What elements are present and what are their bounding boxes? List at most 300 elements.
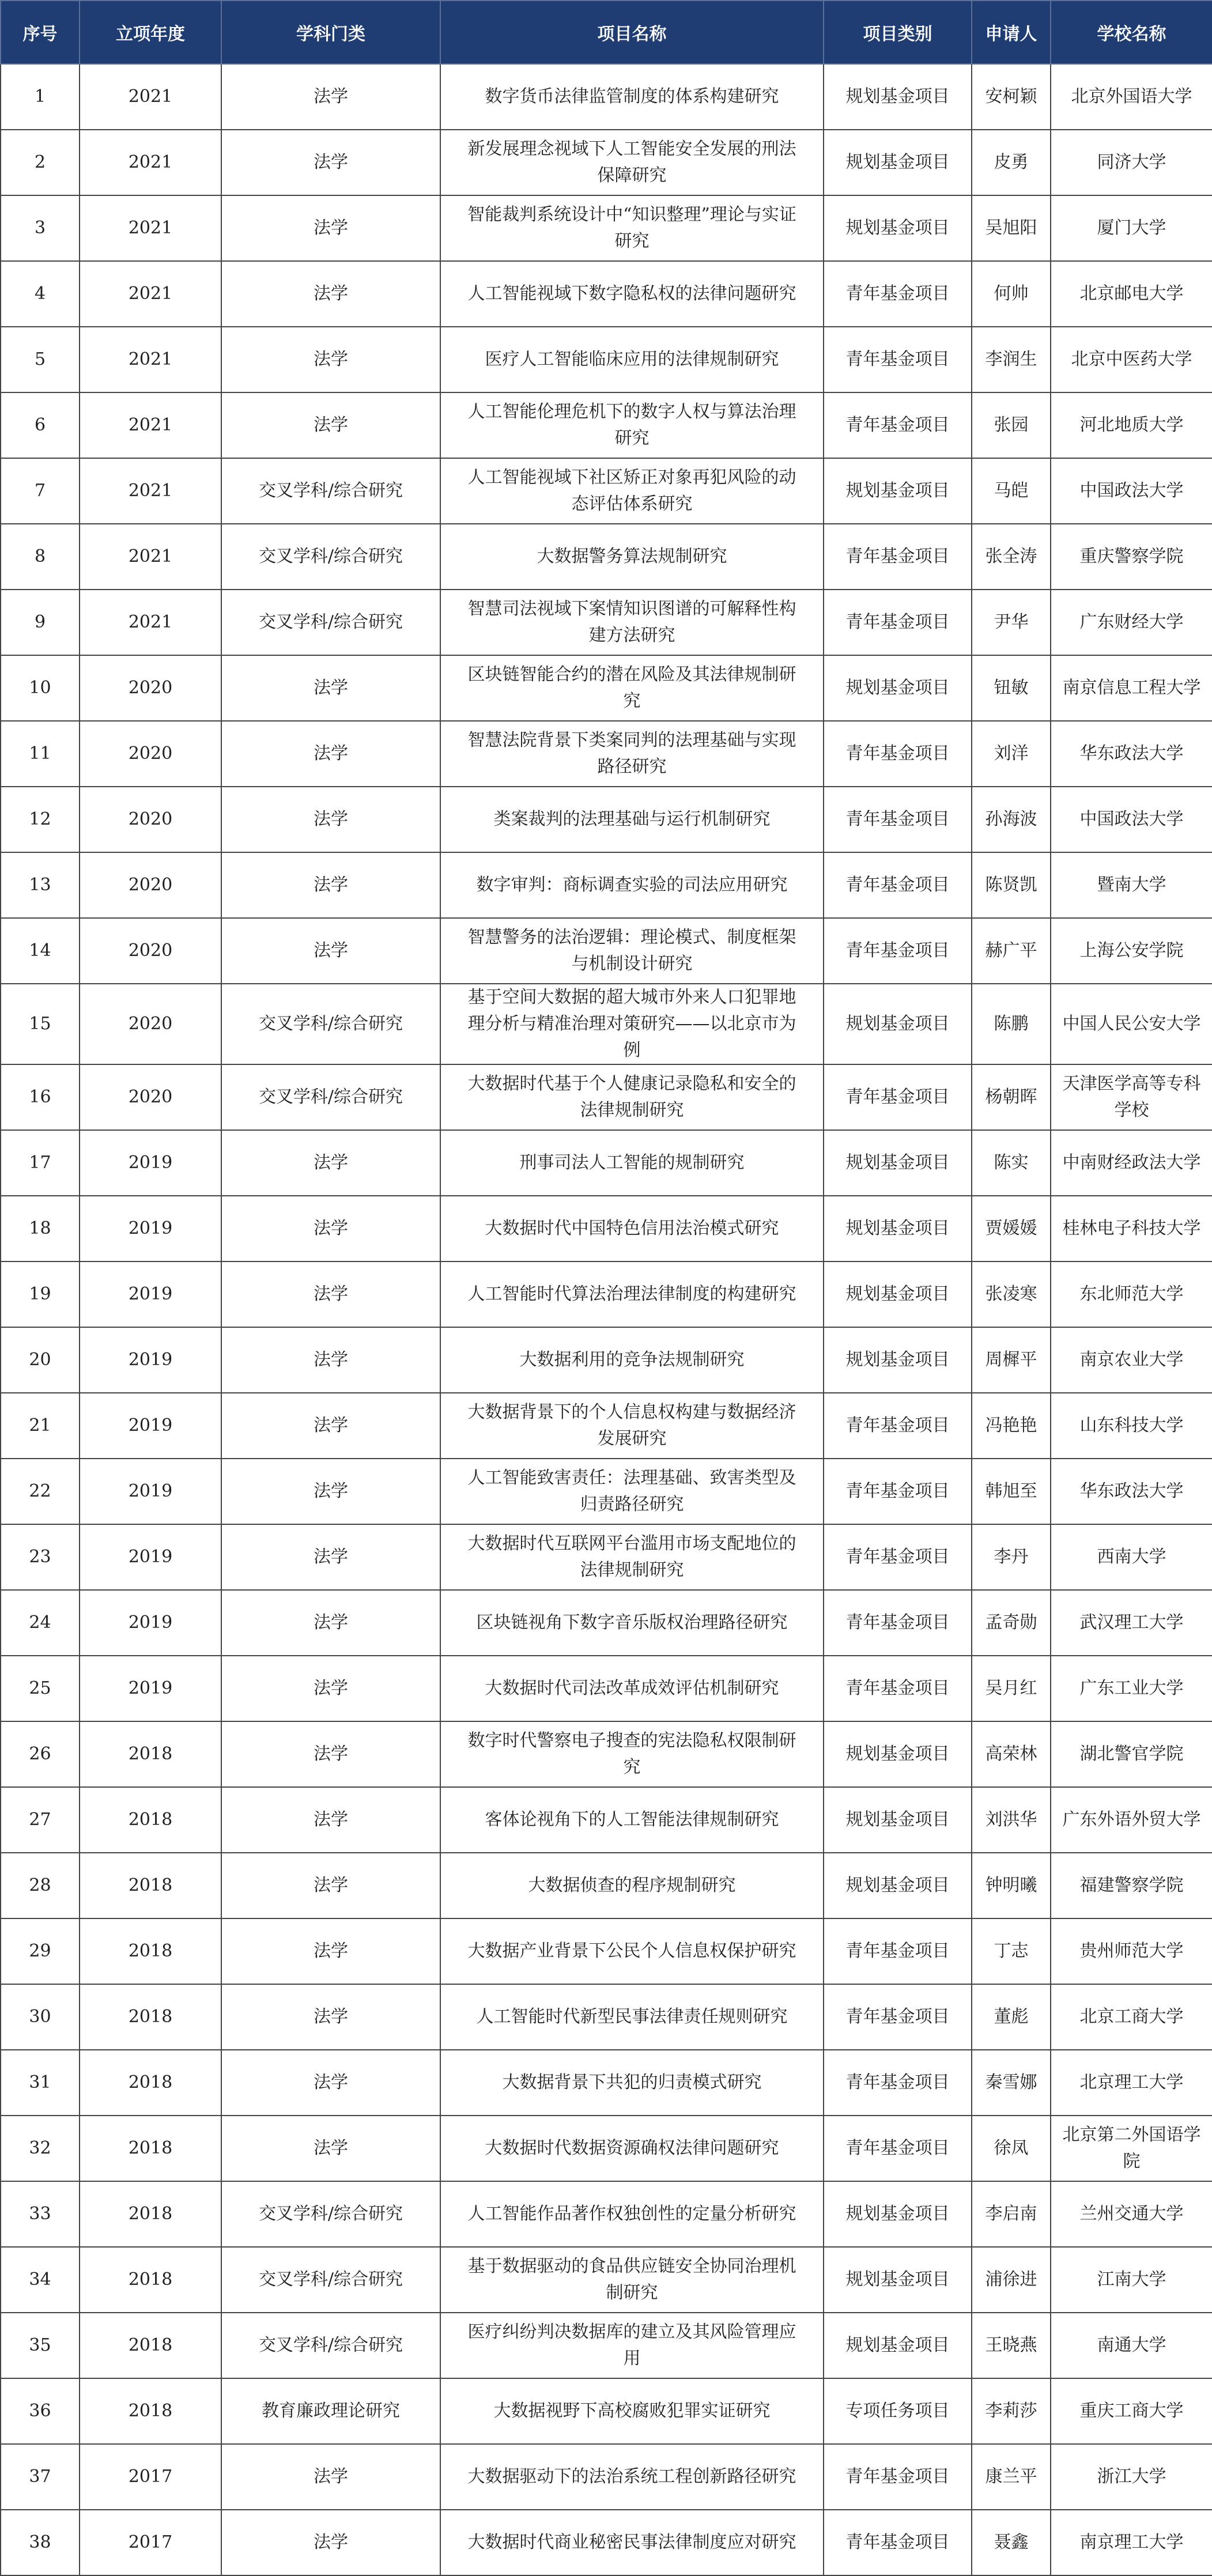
cell-year: 2019 bbox=[80, 1590, 221, 1656]
cell-applicant: 吴月红 bbox=[972, 1656, 1051, 1721]
cell-applicant: 杨朝晖 bbox=[972, 1064, 1051, 1130]
table-row bbox=[1, 2181, 1212, 2247]
cell-category: 规划基金项目 bbox=[824, 1327, 972, 1393]
cell-index: 5 bbox=[1, 327, 80, 392]
cell-index: 16 bbox=[1, 1064, 80, 1130]
cell-category: 规划基金项目 bbox=[824, 1130, 972, 1196]
cell-project-name: 人工智能伦理危机下的数字人权与算法治理研究 bbox=[440, 392, 824, 458]
cell-applicant: 刘洪华 bbox=[972, 1787, 1051, 1853]
cell-project-name: 数字审判：商标调查实验的司法应用研究 bbox=[440, 852, 824, 918]
cell-year: 2021 bbox=[80, 195, 221, 261]
cell-discipline: 法学 bbox=[221, 2444, 440, 2510]
cell-project-name: 大数据驱动下的法治系统工程创新路径研究 bbox=[440, 2444, 824, 2510]
cell-applicant: 何帅 bbox=[972, 261, 1051, 327]
cell-discipline: 法学 bbox=[221, 1196, 440, 1261]
cell-category: 规划基金项目 bbox=[824, 195, 972, 261]
cell-category: 专项任务项目 bbox=[824, 2378, 972, 2444]
cell-discipline: 交叉学科/综合研究 bbox=[221, 2247, 440, 2313]
cell-project-name: 刑事司法人工智能的规制研究 bbox=[440, 1130, 824, 1196]
cell-index: 29 bbox=[1, 1918, 80, 1984]
table-row bbox=[1, 2247, 1212, 2313]
cell-index: 38 bbox=[1, 2510, 80, 2575]
cell-category: 青年基金项目 bbox=[824, 787, 972, 852]
table-row bbox=[1, 787, 1212, 852]
cell-project-name: 大数据侦查的程序规制研究 bbox=[440, 1853, 824, 1918]
cell-discipline: 法学 bbox=[221, 1130, 440, 1196]
cell-index: 3 bbox=[1, 195, 80, 261]
table-row bbox=[1, 524, 1212, 590]
cell-category: 青年基金项目 bbox=[824, 1984, 972, 2050]
cell-index: 1 bbox=[1, 64, 80, 130]
cell-discipline: 交叉学科/综合研究 bbox=[221, 2313, 440, 2378]
cell-index: 23 bbox=[1, 1524, 80, 1590]
cell-category: 青年基金项目 bbox=[824, 327, 972, 392]
cell-project-name: 客体论视角下的人工智能法律规制研究 bbox=[440, 1787, 824, 1853]
cell-year: 2020 bbox=[80, 721, 221, 787]
cell-index: 4 bbox=[1, 261, 80, 327]
cell-discipline: 法学 bbox=[221, 852, 440, 918]
cell-index: 12 bbox=[1, 787, 80, 852]
cell-year: 2020 bbox=[80, 655, 221, 721]
cell-applicant: 皮勇 bbox=[972, 130, 1051, 195]
cell-category: 青年基金项目 bbox=[824, 852, 972, 918]
cell-index: 13 bbox=[1, 852, 80, 918]
cell-applicant: 孟奇勋 bbox=[972, 1590, 1051, 1656]
cell-category: 规划基金项目 bbox=[824, 1261, 972, 1327]
cell-project-name: 基于空间大数据的超大城市外来人口犯罪地理分析与精准治理对策研究——以北京市为例 bbox=[440, 984, 824, 1064]
table-row bbox=[1, 1327, 1212, 1393]
cell-discipline: 交叉学科/综合研究 bbox=[221, 458, 440, 524]
cell-category: 规划基金项目 bbox=[824, 64, 972, 130]
table-row bbox=[1, 1130, 1212, 1196]
cell-school: 天津医学高等专科学校 bbox=[1051, 1064, 1212, 1130]
cell-year: 2018 bbox=[80, 1984, 221, 2050]
cell-project-name: 大数据时代中国特色信用法治模式研究 bbox=[440, 1196, 824, 1261]
cell-school: 浙江大学 bbox=[1051, 2444, 1212, 2510]
cell-applicant: 赫广平 bbox=[972, 918, 1051, 984]
cell-discipline: 法学 bbox=[221, 130, 440, 195]
cell-index: 10 bbox=[1, 655, 80, 721]
cell-year: 2018 bbox=[80, 2181, 221, 2247]
cell-school: 北京中医药大学 bbox=[1051, 327, 1212, 392]
cell-index: 21 bbox=[1, 1393, 80, 1459]
cell-school: 北京工商大学 bbox=[1051, 1984, 1212, 2050]
table-row bbox=[1, 590, 1212, 655]
cell-school: 湖北警官学院 bbox=[1051, 1721, 1212, 1787]
cell-school: 中国人民公安大学 bbox=[1051, 984, 1212, 1064]
cell-school: 河北地质大学 bbox=[1051, 392, 1212, 458]
cell-discipline: 法学 bbox=[221, 1590, 440, 1656]
cell-index: 24 bbox=[1, 1590, 80, 1656]
header-category: 项目类别 bbox=[824, 1, 972, 64]
cell-category: 青年基金项目 bbox=[824, 1524, 972, 1590]
cell-school: 中国政法大学 bbox=[1051, 458, 1212, 524]
cell-applicant: 李丹 bbox=[972, 1524, 1051, 1590]
cell-category: 规划基金项目 bbox=[824, 130, 972, 195]
cell-school: 重庆警察学院 bbox=[1051, 524, 1212, 590]
table-row bbox=[1, 984, 1212, 1064]
cell-applicant: 尹华 bbox=[972, 590, 1051, 655]
cell-project-name: 区块链视角下数字音乐版权治理路径研究 bbox=[440, 1590, 824, 1656]
cell-index: 30 bbox=[1, 1984, 80, 2050]
cell-project-name: 人工智能时代算法治理法律制度的构建研究 bbox=[440, 1261, 824, 1327]
cell-discipline: 法学 bbox=[221, 195, 440, 261]
cell-applicant: 康兰平 bbox=[972, 2444, 1051, 2510]
cell-index: 14 bbox=[1, 918, 80, 984]
cell-school: 南京信息工程大学 bbox=[1051, 655, 1212, 721]
cell-applicant: 安柯颖 bbox=[972, 64, 1051, 130]
cell-year: 2020 bbox=[80, 787, 221, 852]
cell-year: 2019 bbox=[80, 1656, 221, 1721]
cell-discipline: 法学 bbox=[221, 918, 440, 984]
cell-discipline: 法学 bbox=[221, 1459, 440, 1524]
cell-applicant: 冯艳艳 bbox=[972, 1393, 1051, 1459]
cell-year: 2021 bbox=[80, 524, 221, 590]
cell-index: 33 bbox=[1, 2181, 80, 2247]
cell-project-name: 大数据时代数据资源确权法律问题研究 bbox=[440, 2116, 824, 2181]
cell-discipline: 法学 bbox=[221, 1918, 440, 1984]
cell-project-name: 智慧法院背景下类案同判的法理基础与实现路径研究 bbox=[440, 721, 824, 787]
table-row bbox=[1, 261, 1212, 327]
cell-school: 南京农业大学 bbox=[1051, 1327, 1212, 1393]
cell-applicant: 陈贤凯 bbox=[972, 852, 1051, 918]
cell-category: 规划基金项目 bbox=[824, 1721, 972, 1787]
cell-project-name: 大数据背景下的个人信息权构建与数据经济发展研究 bbox=[440, 1393, 824, 1459]
cell-index: 19 bbox=[1, 1261, 80, 1327]
cell-project-name: 智能裁判系统设计中“知识整理”理论与实证研究 bbox=[440, 195, 824, 261]
cell-applicant: 吴旭阳 bbox=[972, 195, 1051, 261]
cell-school: 华东政法大学 bbox=[1051, 1459, 1212, 1524]
cell-index: 8 bbox=[1, 524, 80, 590]
table-row bbox=[1, 1721, 1212, 1787]
cell-applicant: 高荣林 bbox=[972, 1721, 1051, 1787]
cell-year: 2018 bbox=[80, 1853, 221, 1918]
cell-school: 中南财经政法大学 bbox=[1051, 1130, 1212, 1196]
cell-school: 广东外语外贸大学 bbox=[1051, 1787, 1212, 1853]
header-discipline: 学科门类 bbox=[221, 1, 440, 64]
cell-year: 2019 bbox=[80, 1130, 221, 1196]
cell-category: 青年基金项目 bbox=[824, 2050, 972, 2116]
cell-index: 34 bbox=[1, 2247, 80, 2313]
cell-discipline: 教育廉政理论研究 bbox=[221, 2378, 440, 2444]
cell-category: 青年基金项目 bbox=[824, 524, 972, 590]
cell-school: 西南大学 bbox=[1051, 1524, 1212, 1590]
cell-year: 2018 bbox=[80, 2378, 221, 2444]
table-row bbox=[1, 1393, 1212, 1459]
cell-applicant: 丁志 bbox=[972, 1918, 1051, 1984]
cell-applicant: 钟明曦 bbox=[972, 1853, 1051, 1918]
cell-index: 20 bbox=[1, 1327, 80, 1393]
cell-school: 贵州师范大学 bbox=[1051, 1918, 1212, 1984]
cell-category: 青年基金项目 bbox=[824, 918, 972, 984]
cell-index: 2 bbox=[1, 130, 80, 195]
header-school: 学校名称 bbox=[1051, 1, 1212, 64]
cell-discipline: 交叉学科/综合研究 bbox=[221, 590, 440, 655]
table-row bbox=[1, 1524, 1212, 1590]
cell-school: 南京理工大学 bbox=[1051, 2510, 1212, 2575]
cell-category: 青年基金项目 bbox=[824, 1393, 972, 1459]
cell-applicant: 周樨平 bbox=[972, 1327, 1051, 1393]
cell-project-name: 人工智能时代新型民事法律责任规则研究 bbox=[440, 1984, 824, 2050]
cell-discipline: 法学 bbox=[221, 721, 440, 787]
cell-category: 青年基金项目 bbox=[824, 1459, 972, 1524]
cell-discipline: 法学 bbox=[221, 1984, 440, 2050]
cell-year: 2020 bbox=[80, 852, 221, 918]
table-row bbox=[1, 1590, 1212, 1656]
cell-applicant: 李莉莎 bbox=[972, 2378, 1051, 2444]
cell-category: 青年基金项目 bbox=[824, 2116, 972, 2181]
cell-school: 武汉理工大学 bbox=[1051, 1590, 1212, 1656]
cell-discipline: 法学 bbox=[221, 1327, 440, 1393]
cell-school: 福建警察学院 bbox=[1051, 1853, 1212, 1918]
cell-discipline: 法学 bbox=[221, 787, 440, 852]
cell-project-name: 人工智能视域下数字隐私权的法律问题研究 bbox=[440, 261, 824, 327]
table-row bbox=[1, 458, 1212, 524]
table-row bbox=[1, 2378, 1212, 2444]
cell-applicant: 陈实 bbox=[972, 1130, 1051, 1196]
cell-discipline: 交叉学科/综合研究 bbox=[221, 2181, 440, 2247]
cell-discipline: 交叉学科/综合研究 bbox=[221, 984, 440, 1064]
cell-project-name: 人工智能作品著作权独创性的定量分析研究 bbox=[440, 2181, 824, 2247]
header-index: 序号 bbox=[1, 1, 80, 64]
cell-category: 规划基金项目 bbox=[824, 1787, 972, 1853]
cell-index: 9 bbox=[1, 590, 80, 655]
table-row bbox=[1, 392, 1212, 458]
cell-index: 32 bbox=[1, 2116, 80, 2181]
cell-applicant: 韩旭至 bbox=[972, 1459, 1051, 1524]
cell-discipline: 法学 bbox=[221, 64, 440, 130]
cell-index: 36 bbox=[1, 2378, 80, 2444]
table-row bbox=[1, 1261, 1212, 1327]
cell-year: 2018 bbox=[80, 1918, 221, 1984]
cell-category: 规划基金项目 bbox=[824, 1196, 972, 1261]
header-project-name: 项目名称 bbox=[440, 1, 824, 64]
cell-school: 北京邮电大学 bbox=[1051, 261, 1212, 327]
table-row bbox=[1, 130, 1212, 195]
cell-project-name: 大数据视野下高校腐败犯罪实证研究 bbox=[440, 2378, 824, 2444]
cell-category: 青年基金项目 bbox=[824, 1590, 972, 1656]
cell-index: 6 bbox=[1, 392, 80, 458]
cell-school: 东北师范大学 bbox=[1051, 1261, 1212, 1327]
cell-category: 青年基金项目 bbox=[824, 2444, 972, 2510]
table-row bbox=[1, 195, 1212, 261]
table-row bbox=[1, 1459, 1212, 1524]
cell-project-name: 新发展理念视域下人工智能安全发展的刑法保障研究 bbox=[440, 130, 824, 195]
cell-year: 2018 bbox=[80, 1787, 221, 1853]
cell-index: 37 bbox=[1, 2444, 80, 2510]
cell-project-name: 大数据时代互联网平台滥用市场支配地位的法律规制研究 bbox=[440, 1524, 824, 1590]
cell-applicant: 刘洋 bbox=[972, 721, 1051, 787]
cell-school: 重庆工商大学 bbox=[1051, 2378, 1212, 2444]
cell-index: 35 bbox=[1, 2313, 80, 2378]
cell-year: 2019 bbox=[80, 1459, 221, 1524]
table-row bbox=[1, 1787, 1212, 1853]
cell-project-name: 类案裁判的法理基础与运行机制研究 bbox=[440, 787, 824, 852]
cell-index: 15 bbox=[1, 984, 80, 1064]
cell-discipline: 法学 bbox=[221, 2116, 440, 2181]
table-row bbox=[1, 852, 1212, 918]
cell-discipline: 法学 bbox=[221, 261, 440, 327]
table-row bbox=[1, 2116, 1212, 2181]
cell-project-name: 医疗纠纷判决数据库的建立及其风险管理应用 bbox=[440, 2313, 824, 2378]
cell-year: 2021 bbox=[80, 64, 221, 130]
cell-school: 兰州交通大学 bbox=[1051, 2181, 1212, 2247]
cell-school: 山东科技大学 bbox=[1051, 1393, 1212, 1459]
cell-category: 青年基金项目 bbox=[824, 1918, 972, 1984]
cell-applicant: 陈鹏 bbox=[972, 984, 1051, 1064]
cell-year: 2019 bbox=[80, 1196, 221, 1261]
table-row bbox=[1, 918, 1212, 984]
cell-discipline: 法学 bbox=[221, 1524, 440, 1590]
cell-index: 27 bbox=[1, 1787, 80, 1853]
cell-project-name: 大数据时代基于个人健康记录隐私和安全的法律规制研究 bbox=[440, 1064, 824, 1130]
header-year: 立项年度 bbox=[80, 1, 221, 64]
cell-year: 2018 bbox=[80, 2313, 221, 2378]
cell-discipline: 交叉学科/综合研究 bbox=[221, 524, 440, 590]
cell-discipline: 法学 bbox=[221, 655, 440, 721]
table-row bbox=[1, 327, 1212, 392]
cell-year: 2018 bbox=[80, 2247, 221, 2313]
cell-project-name: 大数据时代司法改革成效评估机制研究 bbox=[440, 1656, 824, 1721]
cell-applicant: 李润生 bbox=[972, 327, 1051, 392]
cell-category: 规划基金项目 bbox=[824, 458, 972, 524]
table-row bbox=[1, 1918, 1212, 1984]
cell-applicant: 秦雪娜 bbox=[972, 2050, 1051, 2116]
cell-index: 18 bbox=[1, 1196, 80, 1261]
cell-project-name: 基于数据驱动的食品供应链安全协同治理机制研究 bbox=[440, 2247, 824, 2313]
cell-project-name: 医疗人工智能临床应用的法律规制研究 bbox=[440, 327, 824, 392]
cell-index: 7 bbox=[1, 458, 80, 524]
cell-category: 规划基金项目 bbox=[824, 2313, 972, 2378]
cell-discipline: 法学 bbox=[221, 2050, 440, 2116]
table-row bbox=[1, 721, 1212, 787]
table-row bbox=[1, 1656, 1212, 1721]
cell-year: 2021 bbox=[80, 130, 221, 195]
cell-school: 暨南大学 bbox=[1051, 852, 1212, 918]
cell-category: 青年基金项目 bbox=[824, 392, 972, 458]
cell-category: 青年基金项目 bbox=[824, 1064, 972, 1130]
cell-index: 31 bbox=[1, 2050, 80, 2116]
cell-applicant: 徐凤 bbox=[972, 2116, 1051, 2181]
cell-school: 上海公安学院 bbox=[1051, 918, 1212, 984]
cell-discipline: 法学 bbox=[221, 1853, 440, 1918]
cell-discipline: 法学 bbox=[221, 1261, 440, 1327]
cell-category: 规划基金项目 bbox=[824, 984, 972, 1064]
cell-year: 2018 bbox=[80, 1721, 221, 1787]
cell-year: 2020 bbox=[80, 918, 221, 984]
cell-discipline: 法学 bbox=[221, 1656, 440, 1721]
cell-discipline: 法学 bbox=[221, 1721, 440, 1787]
cell-year: 2019 bbox=[80, 1524, 221, 1590]
cell-project-name: 数字时代警察电子搜查的宪法隐私权限制研究 bbox=[440, 1721, 824, 1787]
cell-school: 北京理工大学 bbox=[1051, 2050, 1212, 2116]
cell-index: 11 bbox=[1, 721, 80, 787]
cell-applicant: 孙海波 bbox=[972, 787, 1051, 852]
table-row bbox=[1, 1064, 1212, 1130]
cell-project-name: 大数据时代商业秘密民事法律制度应对研究 bbox=[440, 2510, 824, 2575]
cell-category: 青年基金项目 bbox=[824, 261, 972, 327]
cell-year: 2021 bbox=[80, 590, 221, 655]
cell-school: 厦门大学 bbox=[1051, 195, 1212, 261]
cell-year: 2021 bbox=[80, 458, 221, 524]
header-row bbox=[1, 1, 1212, 64]
cell-discipline: 法学 bbox=[221, 1393, 440, 1459]
header-applicant: 申请人 bbox=[972, 1, 1051, 64]
table-row bbox=[1, 2050, 1212, 2116]
cell-index: 17 bbox=[1, 1130, 80, 1196]
cell-category: 规划基金项目 bbox=[824, 655, 972, 721]
cell-index: 28 bbox=[1, 1853, 80, 1918]
cell-discipline: 法学 bbox=[221, 392, 440, 458]
cell-project-name: 大数据背景下共犯的归责模式研究 bbox=[440, 2050, 824, 2116]
table-row bbox=[1, 1196, 1212, 1261]
cell-discipline: 法学 bbox=[221, 1787, 440, 1853]
cell-school: 中国政法大学 bbox=[1051, 787, 1212, 852]
cell-project-name: 大数据警务算法规制研究 bbox=[440, 524, 824, 590]
table-row bbox=[1, 2444, 1212, 2510]
cell-category: 青年基金项目 bbox=[824, 721, 972, 787]
table-row bbox=[1, 1853, 1212, 1918]
table-row bbox=[1, 2313, 1212, 2378]
cell-applicant: 李启南 bbox=[972, 2181, 1051, 2247]
cell-school: 北京第二外国语学院 bbox=[1051, 2116, 1212, 2181]
cell-year: 2017 bbox=[80, 2444, 221, 2510]
cell-year: 2019 bbox=[80, 1393, 221, 1459]
cell-school: 北京外国语大学 bbox=[1051, 64, 1212, 130]
cell-project-name: 人工智能致害责任：法理基础、致害类型及归责路径研究 bbox=[440, 1459, 824, 1524]
cell-year: 2020 bbox=[80, 1064, 221, 1130]
cell-discipline: 法学 bbox=[221, 327, 440, 392]
cell-project-name: 大数据利用的竞争法规制研究 bbox=[440, 1327, 824, 1393]
cell-applicant: 浦徐进 bbox=[972, 2247, 1051, 2313]
cell-category: 青年基金项目 bbox=[824, 590, 972, 655]
cell-year: 2020 bbox=[80, 984, 221, 1064]
table-row bbox=[1, 64, 1212, 130]
cell-school: 桂林电子科技大学 bbox=[1051, 1196, 1212, 1261]
cell-applicant: 贾媛媛 bbox=[972, 1196, 1051, 1261]
cell-project-name: 数字货币法律监管制度的体系构建研究 bbox=[440, 64, 824, 130]
cell-year: 2019 bbox=[80, 1327, 221, 1393]
cell-project-name: 智慧警务的法治逻辑：理论模式、制度框架与机制设计研究 bbox=[440, 918, 824, 984]
cell-year: 2021 bbox=[80, 392, 221, 458]
cell-year: 2018 bbox=[80, 2050, 221, 2116]
cell-school: 南通大学 bbox=[1051, 2313, 1212, 2378]
table-row bbox=[1, 1984, 1212, 2050]
cell-index: 22 bbox=[1, 1459, 80, 1524]
cell-index: 25 bbox=[1, 1656, 80, 1721]
cell-year: 2021 bbox=[80, 261, 221, 327]
cell-discipline: 交叉学科/综合研究 bbox=[221, 1064, 440, 1130]
cell-category: 青年基金项目 bbox=[824, 1656, 972, 1721]
cell-project-name: 智慧司法视域下案情知识图谱的可解释性构建方法研究 bbox=[440, 590, 824, 655]
cell-school: 同济大学 bbox=[1051, 130, 1212, 195]
cell-applicant: 董彪 bbox=[972, 1984, 1051, 2050]
cell-category: 规划基金项目 bbox=[824, 2247, 972, 2313]
cell-applicant: 马皑 bbox=[972, 458, 1051, 524]
cell-category: 青年基金项目 bbox=[824, 2510, 972, 2575]
cell-year: 2017 bbox=[80, 2510, 221, 2575]
cell-school: 广东财经大学 bbox=[1051, 590, 1212, 655]
cell-applicant: 钮敏 bbox=[972, 655, 1051, 721]
cell-school: 江南大学 bbox=[1051, 2247, 1212, 2313]
cell-school: 华东政法大学 bbox=[1051, 721, 1212, 787]
cell-applicant: 张全涛 bbox=[972, 524, 1051, 590]
cell-applicant: 张园 bbox=[972, 392, 1051, 458]
cell-year: 2019 bbox=[80, 1261, 221, 1327]
cell-year: 2021 bbox=[80, 327, 221, 392]
cell-applicant: 聂鑫 bbox=[972, 2510, 1051, 2575]
cell-discipline: 法学 bbox=[221, 2510, 440, 2575]
